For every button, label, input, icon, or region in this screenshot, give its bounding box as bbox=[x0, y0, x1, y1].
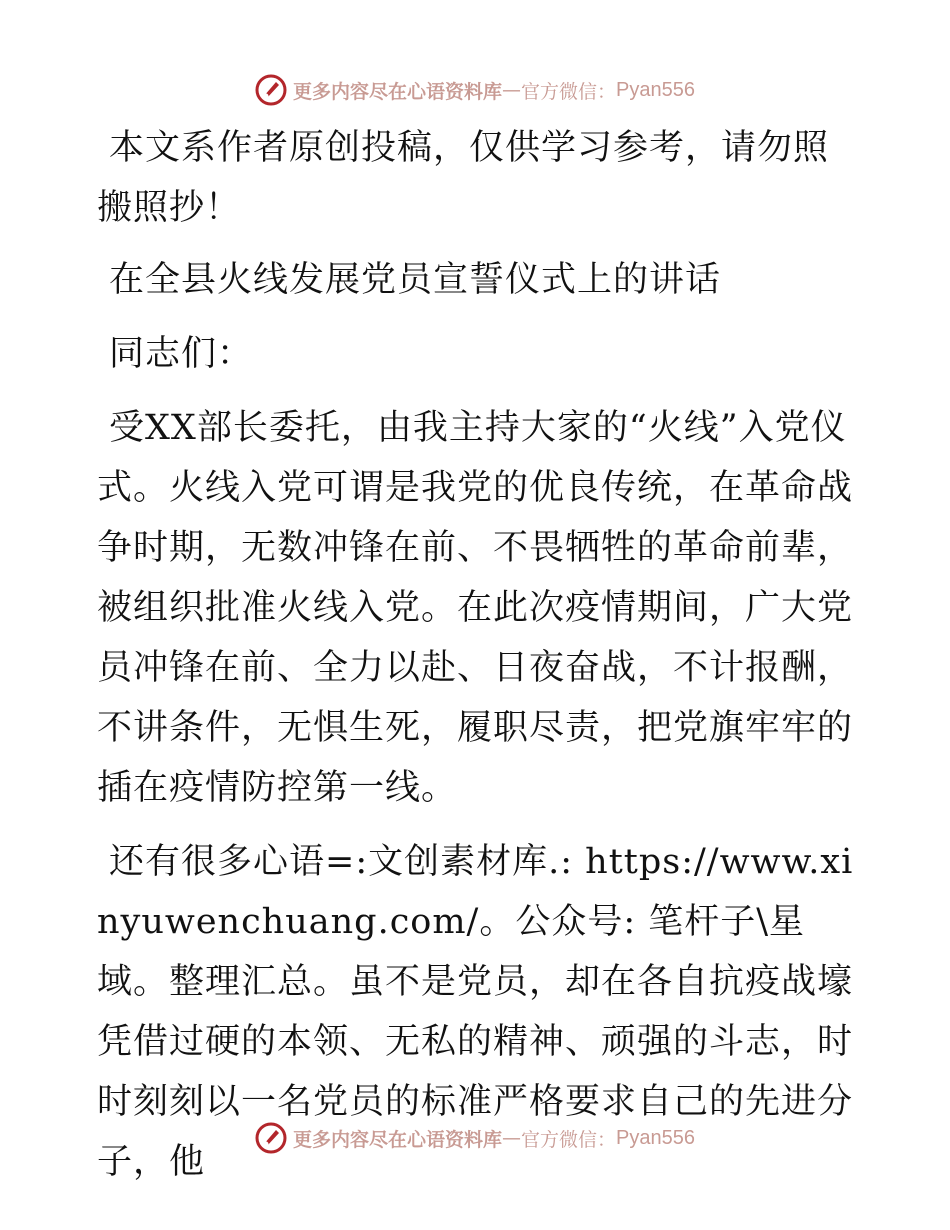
header-site-text: 更多内容尽在心语资料库 bbox=[293, 80, 503, 103]
brand-logo-icon bbox=[255, 74, 287, 106]
salutation: 同志们： bbox=[109, 334, 254, 374]
copyright-notice: 本文系作者原创投稿，仅供学习参考，请勿照搬照抄！ bbox=[97, 128, 830, 228]
body-paragraph-1: 受XX部长委托，由我主持大家的“火线”入党仪式。火线入党可谓是我党的优良传统，在革命战争时期，无数冲锋在前、不畏牺牲的革命前辈，被组织批准火线入党。在此次疫情期间，广大党员冲锋在前、全力以赴、日夜奋战，不计报酬，不讲条件，无惧生死，履职尽责，把党旗牢牢的插在疫情防控第一线。 bbox=[97, 408, 854, 808]
footer-wechat-account: Pyan556 bbox=[616, 1126, 695, 1149]
document-body bbox=[97, 118, 857, 1206]
body-paragraph-2: 还有很多心语=:文创素材库.: https://www.xinyuwenchuang.com/。公众号: 笔杆子\星域。整理汇总。虽不是党员，却在各自抗疫战壕凭借过硬的本领、无私的精神、顽强的斗志，时时刻刻以一名党员的标准严格要求自己的先进分子，他 bbox=[97, 842, 854, 1182]
footer-separator: — bbox=[502, 1127, 522, 1149]
footer-watermark-banner bbox=[0, 1118, 950, 1158]
footer-wechat-label: 官方微信： bbox=[521, 1128, 617, 1151]
header-watermark-banner bbox=[0, 70, 950, 110]
brand-logo-icon bbox=[255, 1122, 287, 1154]
header-wechat-label: 官方微信： bbox=[521, 80, 617, 103]
document-title: 在全县火线发展党员宣誓仪式上的讲话 bbox=[109, 260, 722, 300]
header-separator: — bbox=[502, 79, 522, 101]
header-wechat-account: Pyan556 bbox=[616, 78, 695, 101]
footer-site-text: 更多内容尽在心语资料库 bbox=[293, 1128, 503, 1151]
